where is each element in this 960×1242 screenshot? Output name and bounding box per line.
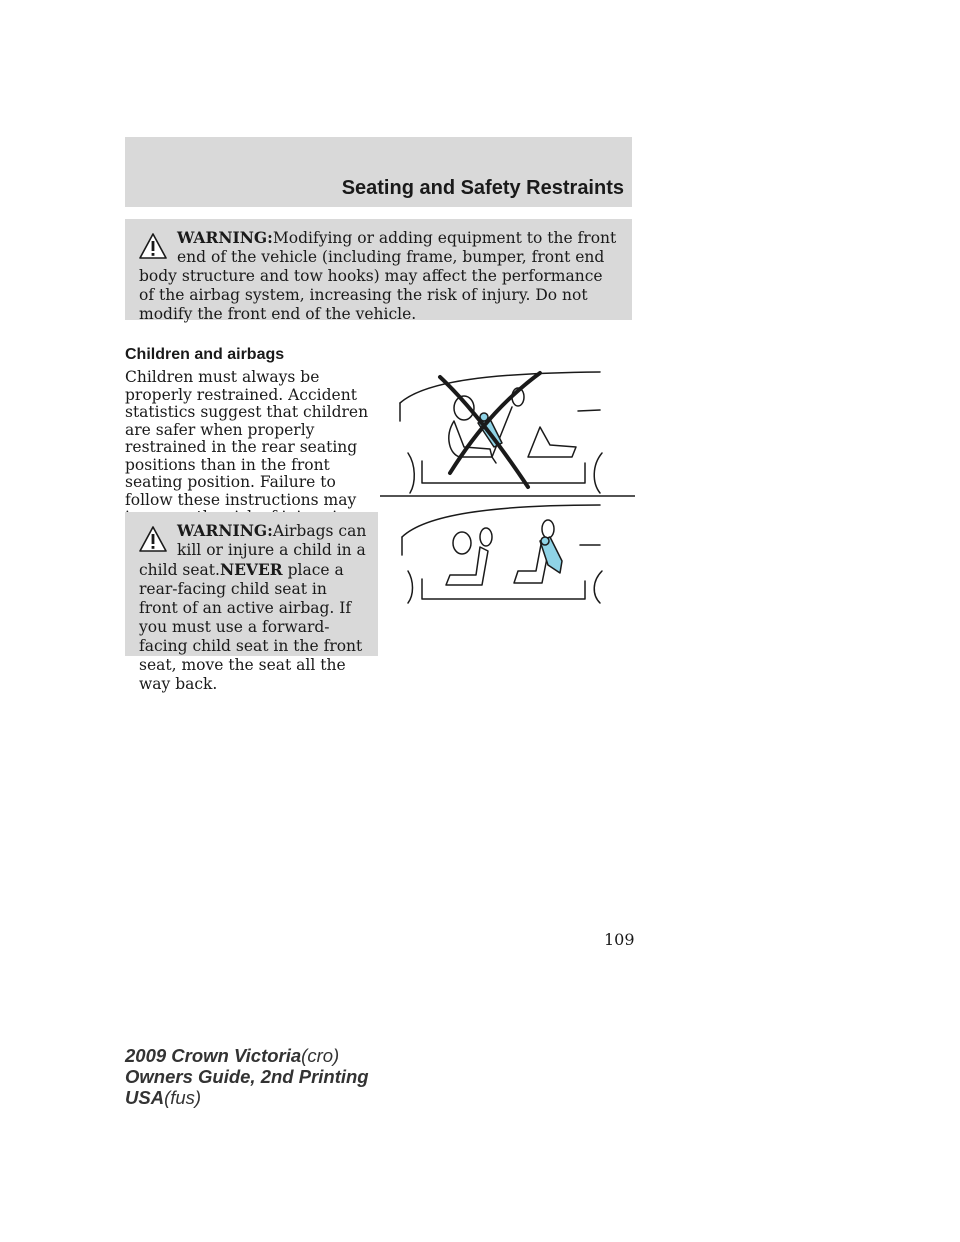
children-airbags-paragraph: Children must always be properly restrained. Accident statistics suggest that children are safer when properly restrained in the rear seating positions than in the front seating position. Failure to follow these instructions may: [125, 368, 369, 509]
warning-front-end-box: [125, 219, 632, 323]
section-title: Seating and Safety Restraints: [341, 177, 624, 199]
page-number: 109: [604, 930, 635, 949]
warning-child-seat-text: WARNING:Airbags can kill or injure a child in a child seat.NEVER place a rear-facing child seat in front of an active airbag. If you must use a forward-facing child seat in the front seat, move the seat all the way back.: [139, 521, 367, 693]
document-footer: [125, 1045, 369, 1108]
child-seat-illustration: [380, 365, 635, 625]
warning-front-end-text: WARNING:Modifying or adding equipment to the front end of the vehicle (including frame, bumper, front end body structure and tow hooks) may affect the performance of the airbag system, increasing the risk of injury. Do not modify the front end of the vehicle.: [139, 228, 617, 323]
forward-facing-in-rear-diagram: [402, 505, 602, 603]
rear-facing-in-front-diagram: [380, 372, 635, 496]
warning-child-seat-box: [125, 512, 378, 693]
section-header-band: [125, 137, 632, 207]
footer-line-3: USA(fus): [125, 1087, 202, 1108]
warning-triangle-icon: [139, 525, 167, 553]
footer-line-2: Owners Guide, 2nd Printing: [125, 1066, 369, 1087]
warning-triangle-icon: [139, 232, 167, 260]
warning-label: WARNING:: [177, 228, 273, 247]
children-airbags-heading: Children and airbags: [125, 346, 285, 363]
footer-line-1: 2009 Crown Victoria(cro): [125, 1045, 340, 1066]
warning-label: WARNING:: [177, 521, 273, 540]
never-emphasis: NEVER: [219, 560, 283, 579]
